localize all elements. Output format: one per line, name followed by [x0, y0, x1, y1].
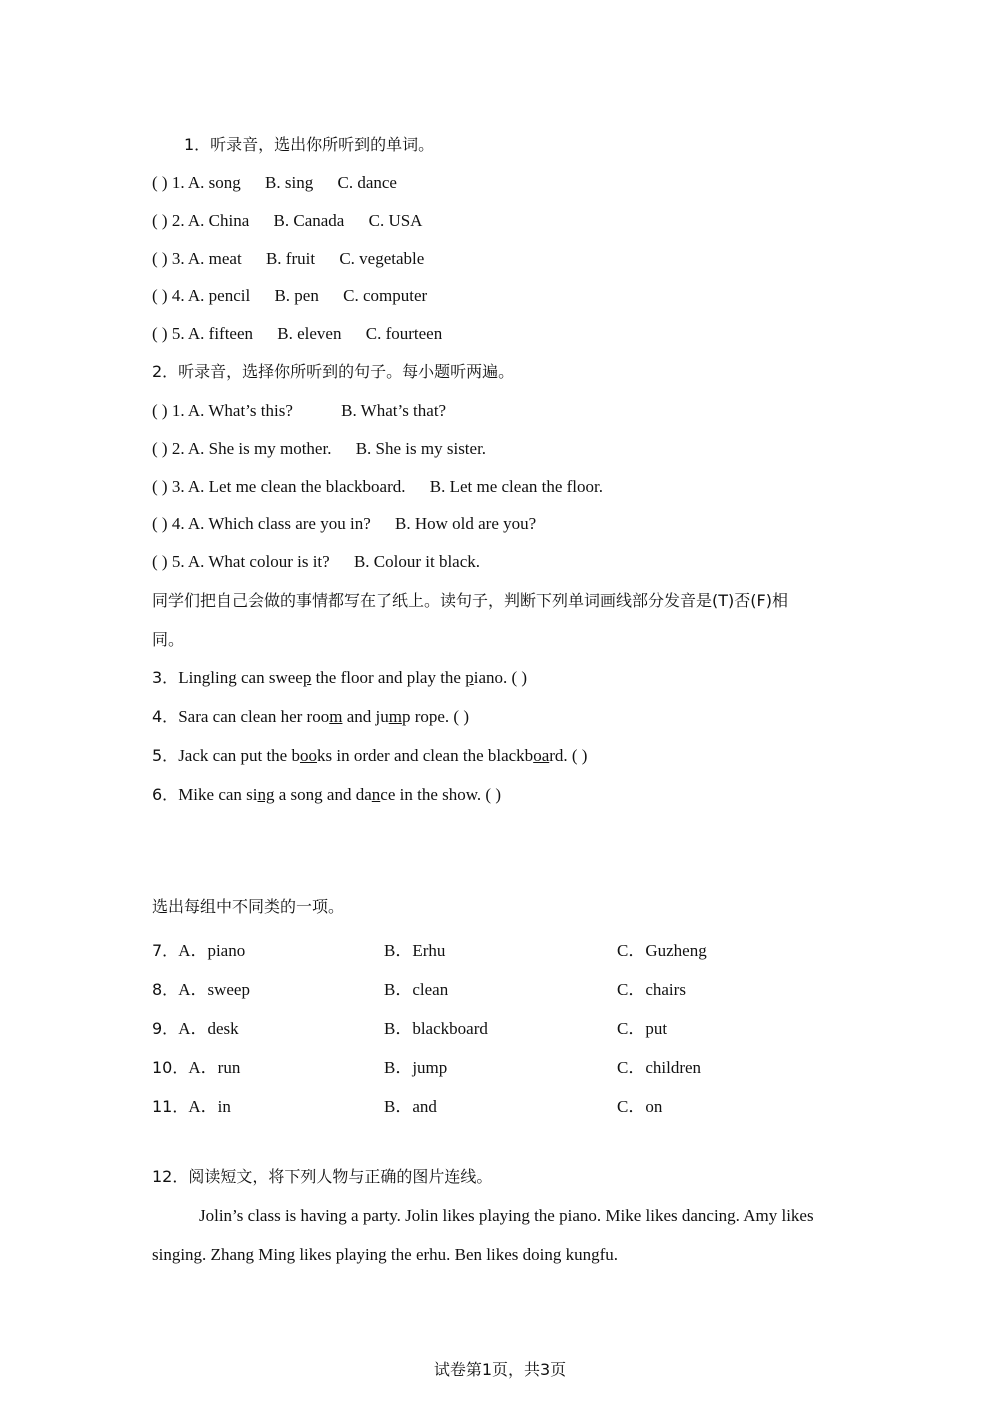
section2-title: 2．听录音，选择你所听到的句子。每小题听两遍。: [152, 362, 515, 381]
item-number: 4.: [171, 286, 185, 305]
s1-item-5: [152, 324, 442, 344]
item-number: 1.: [171, 173, 185, 192]
item-number: 2.: [171, 439, 185, 458]
answer-paren[interactable]: ( ): [152, 401, 168, 420]
choice-row-10: [0, 1053, 1000, 1075]
question-number: 5．: [152, 746, 179, 765]
underlined-sound: ng: [257, 785, 275, 804]
option-b: B. Let me clean the floor.: [429, 477, 603, 496]
item-number: 5.: [171, 324, 185, 343]
s1-item-3: [152, 249, 424, 269]
option-b: B. Colour it black.: [353, 552, 481, 571]
option-a[interactable]: A．desk: [178, 1019, 239, 1038]
underlined-sound: p: [465, 668, 474, 687]
question-number: 7．: [152, 941, 179, 960]
sentence-part[interactable]: rd. ( ): [549, 746, 588, 765]
answer-paren[interactable]: ( ): [152, 249, 168, 268]
option-b: B. What’s that?: [341, 401, 447, 420]
question-6: [152, 785, 501, 805]
question-number: 10．: [152, 1058, 189, 1077]
option-b[interactable]: B．and: [384, 1097, 437, 1116]
reading-paragraph-line2: singing. Zhang Ming likes playing the erhu. Ben likes doing kungfu.: [152, 1245, 619, 1264]
option-a: A. pencil: [187, 286, 251, 305]
option-c[interactable]: C．put: [617, 1019, 668, 1038]
question-4: [152, 707, 469, 727]
sentence-part: Lingling can swee: [178, 668, 303, 687]
option-c[interactable]: C．children: [617, 1058, 702, 1077]
option-c[interactable]: C．chairs: [617, 980, 686, 999]
option-b: B. fruit: [265, 249, 316, 268]
option-a[interactable]: A．sweep: [178, 980, 250, 999]
item-number: 3.: [171, 477, 185, 496]
underlined-sound: n: [371, 785, 381, 804]
option-a: A. What’s this?: [187, 401, 293, 420]
answer-paren[interactable]: ( ): [152, 477, 168, 496]
option-a: A. Let me clean the blackboard.: [187, 477, 406, 496]
option-b[interactable]: B．clean: [384, 980, 449, 999]
sentence-part: ks in order and clean the blackb: [316, 746, 534, 765]
underlined-sound: oo: [299, 746, 317, 765]
option-a: A. Which class are you in?: [187, 514, 371, 533]
option-a: A. China: [187, 211, 250, 230]
option-b: B. eleven: [277, 324, 342, 343]
option-a: A. meat: [187, 249, 242, 268]
s2-item-5: [152, 552, 480, 572]
option-c: C. computer: [343, 286, 428, 305]
item-number: 3.: [171, 249, 185, 268]
option-b: B. How old are you?: [395, 514, 537, 533]
option-c[interactable]: C．Guzheng: [617, 941, 707, 960]
question-number: 9．: [152, 1019, 179, 1038]
option-a: A. What colour is it?: [187, 552, 330, 571]
item-number: 5.: [171, 552, 185, 571]
sentence-part: Mike can si: [178, 785, 258, 804]
option-b: B. She is my sister.: [355, 439, 487, 458]
sentence-part: Jack can put the b: [178, 746, 300, 765]
sentence-part[interactable]: ce in the show. ( ): [380, 785, 501, 804]
sentence-part: the floor and play the: [311, 668, 466, 687]
section1-title: 1．听录音，选出你所听到的单词。: [184, 135, 435, 154]
sentence-part[interactable]: p rope. ( ): [401, 707, 469, 726]
item-number: 4.: [171, 514, 185, 533]
s1-item-4: [152, 286, 427, 306]
question-number: 6．: [152, 785, 179, 804]
question-number: 4．: [152, 707, 179, 726]
underlined-sound: oa: [533, 746, 550, 765]
option-b[interactable]: B．blackboard: [384, 1019, 488, 1038]
option-a: A. She is my mother.: [187, 439, 332, 458]
choice-row-9: [0, 1014, 1000, 1036]
s2-item-2: [152, 439, 486, 459]
answer-paren[interactable]: ( ): [152, 173, 168, 192]
answer-paren[interactable]: ( ): [152, 286, 168, 305]
question-number: 8．: [152, 980, 179, 999]
option-a: A. song: [187, 173, 241, 192]
option-b[interactable]: B．jump: [384, 1058, 448, 1077]
sentence-part: a song and da: [274, 785, 372, 804]
option-c: C. fourteen: [365, 324, 443, 343]
underlined-sound: m: [388, 707, 402, 726]
section5-title: 12．阅读短文，将下列人物与正确的图片连线。: [152, 1167, 493, 1186]
s2-item-3: [152, 477, 603, 497]
sentence-part: Sara can clean her roo: [178, 707, 330, 726]
s1-item-1: [152, 173, 397, 193]
option-b: B. Canada: [273, 211, 345, 230]
option-a[interactable]: A．in: [188, 1097, 231, 1116]
section3-title-line1: 同学们把自己会做的事情都写在了纸上。读句子，判断下列单词画线部分发音是(T)否(F)相: [152, 591, 788, 610]
choice-row-7: [0, 936, 1000, 958]
option-c[interactable]: C．on: [617, 1097, 663, 1116]
item-number: 2.: [171, 211, 185, 230]
option-b: B. pen: [274, 286, 319, 305]
option-c: C. USA: [368, 211, 423, 230]
item-number: 1.: [171, 401, 185, 420]
sentence-part: and ju: [342, 707, 389, 726]
option-b[interactable]: B．Erhu: [384, 941, 446, 960]
s2-item-1: [152, 401, 446, 421]
option-b: B. sing: [265, 173, 314, 192]
option-a[interactable]: A．run: [188, 1058, 241, 1077]
answer-paren[interactable]: ( ): [152, 514, 168, 533]
page-footer: 试卷第1页，共3页: [433, 1360, 567, 1379]
s2-item-4: [152, 514, 536, 534]
question-5: [152, 746, 587, 766]
choice-row-11: [0, 1092, 1000, 1114]
answer-paren[interactable]: ( ): [152, 439, 168, 458]
question-3: [152, 668, 527, 688]
section3-title-line2: 同。: [152, 630, 185, 649]
question-number: 3．: [152, 668, 179, 687]
underlined-sound: m: [329, 707, 343, 726]
option-a[interactable]: A．piano: [178, 941, 246, 960]
answer-paren[interactable]: ( ): [152, 324, 168, 343]
sentence-part[interactable]: iano. ( ): [473, 668, 528, 687]
question-number: 11．: [152, 1097, 189, 1116]
s1-item-2: [152, 211, 422, 231]
reading-paragraph-line1: Jolin’s class is having a party. Jolin likes playing the piano. Mike likes dancing. Amy likes: [199, 1206, 814, 1225]
option-c: C. vegetable: [339, 249, 425, 268]
option-a: A. fifteen: [187, 324, 254, 343]
section4-title: 选出每组中不同类的一项。: [152, 897, 345, 916]
choice-row-8: [0, 975, 1000, 997]
underlined-sound: p: [302, 668, 312, 687]
answer-paren[interactable]: ( ): [152, 211, 168, 230]
answer-paren[interactable]: ( ): [152, 552, 168, 571]
option-c: C. dance: [337, 173, 397, 192]
